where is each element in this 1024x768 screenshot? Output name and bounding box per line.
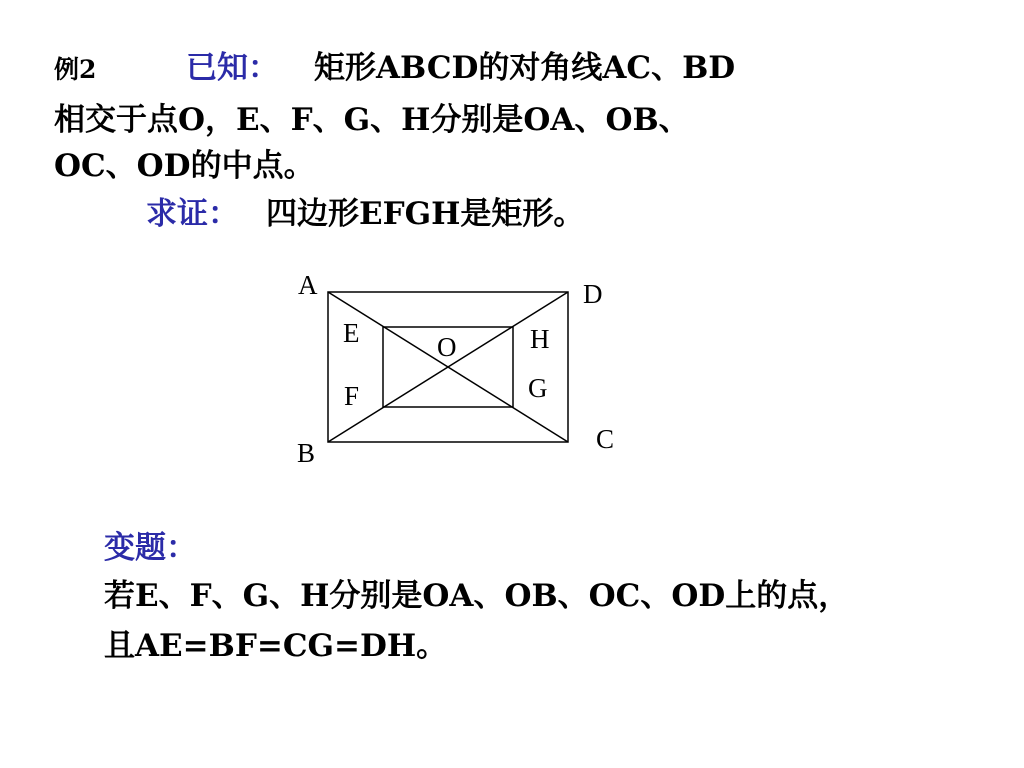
variant-text-line-1: 若E、F、G、H分别是OA、OB、OC、OD上的点， xyxy=(104,578,850,614)
label-b: B xyxy=(297,438,316,468)
given-text-line-2: 相交于点O，E、F、G、H分别是OA、OB、 xyxy=(54,102,690,138)
label-e: E xyxy=(343,318,360,348)
label-a: A xyxy=(298,270,318,300)
label-c: C xyxy=(596,424,615,454)
given-text-line-3: OC、OD的中点。 xyxy=(54,148,315,184)
variant-label: 变题： xyxy=(104,530,197,566)
given-text-line-1: 矩形ABCD的对角线AC、BD xyxy=(314,50,736,86)
label-o: O xyxy=(437,332,457,362)
variant-text-line-2: 且AE=BF=CG=DH。 xyxy=(104,628,448,664)
prove-label: 求证： xyxy=(146,196,239,232)
label-g: G xyxy=(528,373,548,403)
prove-text: 四边形EFGH是矩形。 xyxy=(266,196,585,232)
given-label: 已知： xyxy=(186,50,279,86)
rectangle-diagram xyxy=(280,260,640,480)
label-h: H xyxy=(530,324,550,354)
rectangle-diagram-svg xyxy=(280,260,640,480)
label-f: F xyxy=(344,381,360,411)
label-d: D xyxy=(583,279,603,309)
example-label: 例2 xyxy=(54,55,97,84)
